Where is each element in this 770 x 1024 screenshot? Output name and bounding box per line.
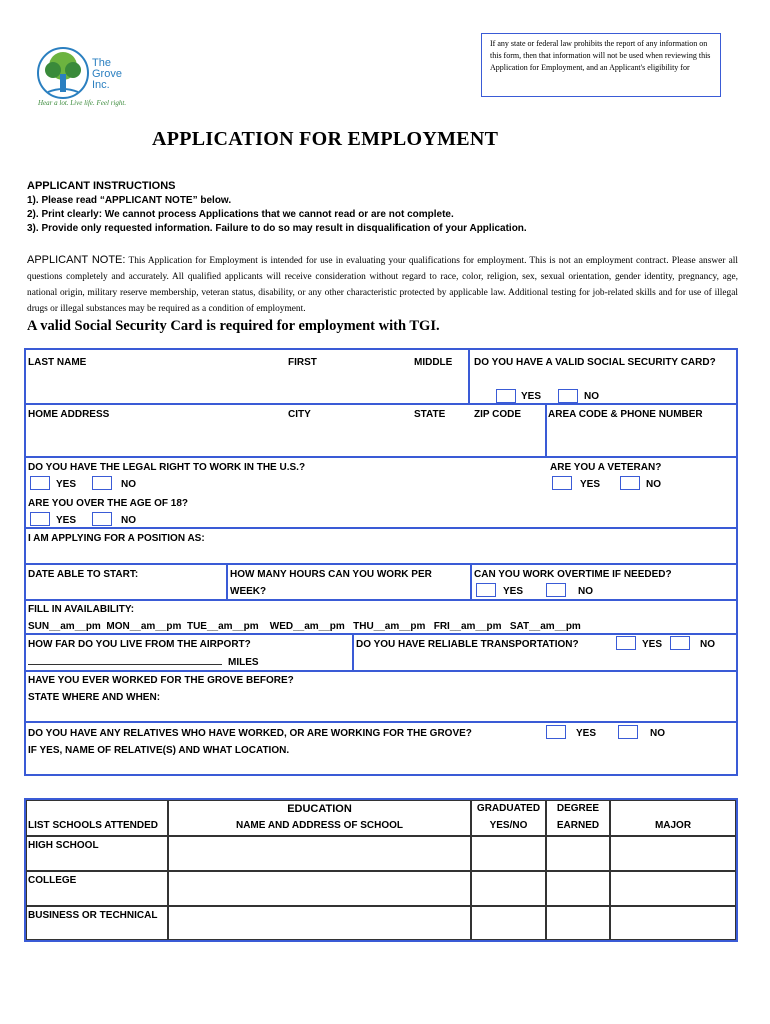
- applicant-note-text: This Application for Employment is intended for use in evaluating your qualifications for employment. This is not an employment contract. Please answer all questions completely and accurately. All qualified applicants will receive consideration without regard to race, color, religion, sex, sexual orientation, gender identity, pregnancy, age, national origin, military reserve membership, veteran status, disability, or any other characteristic protected by applicable law. Additional testing for job-related skills and for use of illegal drugs or illegal substances may be required as a condition of employment.: [27, 256, 738, 314]
- instruction-1: 1). Please read “APPLICANT NOTE” below.: [27, 195, 232, 206]
- distance-question: HOW FAR DO YOU LIVE FROM THE AIRPORT?: [28, 639, 251, 650]
- high-school-major-cell[interactable]: [610, 836, 736, 871]
- relatives-question: DO YOU HAVE ANY RELATIVES WHO HAVE WORKED, OR ARE WORKING FOR THE GROVE?: [28, 728, 472, 739]
- degree-header-2: EARNED: [556, 820, 600, 831]
- business-label: BUSINESS OR TECHNICAL: [28, 910, 158, 921]
- over18-question: ARE YOU OVER THE AGE OF 18?: [28, 498, 189, 509]
- college-degree-cell[interactable]: [546, 871, 610, 906]
- legal-right-question: DO YOU HAVE THE LEGAL RIGHT TO WORK IN THE U.S.?: [28, 462, 306, 473]
- instruction-3: 3). Provide only requested information. Failure to do so may result in disqualification of your Application.: [27, 223, 527, 234]
- transport-no-checkbox[interactable]: [670, 636, 690, 650]
- legal-notice-box: If any state or federal law prohibits the report of any information on this form, then that information will not be used when reviewing this Application for Employment, and an Applicant's eligibility for: [481, 33, 721, 97]
- overtime-question: CAN YOU WORK OVERTIME IF NEEDED?: [474, 569, 672, 580]
- over18-yes-label: YES: [56, 515, 77, 526]
- high-school-label: HIGH SCHOOL: [28, 840, 99, 851]
- transport-question: DO YOU HAVE RELIABLE TRANSPORTATION?: [356, 639, 579, 650]
- page-title: APPLICATION FOR EMPLOYMENT: [152, 128, 499, 150]
- veteran-yes-checkbox[interactable]: [552, 476, 572, 490]
- logo-name-line3: Inc.: [92, 79, 110, 91]
- hours-label-1: HOW MANY HOURS CAN YOU WORK PER: [230, 569, 432, 580]
- graduated-header-1: GRADUATED: [476, 803, 541, 814]
- overtime-yes-label: YES: [503, 586, 524, 597]
- availability-label: FILL IN AVAILABILITY:: [28, 604, 135, 615]
- ssn-no-checkbox[interactable]: [558, 389, 578, 403]
- veteran-yes-label: YES: [580, 479, 601, 490]
- ssn-yes-checkbox[interactable]: [496, 389, 516, 403]
- relatives-no-checkbox[interactable]: [618, 725, 638, 739]
- education-header: EDUCATION: [287, 803, 352, 815]
- city-label: CITY: [288, 409, 311, 420]
- business-degree-cell[interactable]: [546, 906, 610, 940]
- availability-days: SUN__am__pm MON__am__pm TUE__am__pm WED__am__pm THU__am__pm FRI__am__pm SAT__am__pm: [28, 621, 581, 632]
- logo-name-line1: The: [92, 57, 111, 69]
- high-school-name-cell[interactable]: [168, 836, 471, 871]
- business-name-cell[interactable]: [168, 906, 471, 940]
- ssn-yes-label: YES: [521, 391, 542, 402]
- zip-code-label: ZIP CODE: [474, 409, 522, 420]
- overtime-yes-checkbox[interactable]: [476, 583, 496, 597]
- veteran-no-label: NO: [646, 479, 661, 490]
- transport-yes-checkbox[interactable]: [616, 636, 636, 650]
- worked-before-question: HAVE YOU EVER WORKED FOR THE GROVE BEFORE?: [28, 675, 294, 686]
- legal-no-label: NO: [121, 479, 136, 490]
- position-label: I AM APPLYING FOR A POSITION AS:: [28, 533, 205, 544]
- relatives-no-label: NO: [650, 728, 665, 739]
- hours-label-2: WEEK?: [230, 586, 267, 597]
- veteran-question: ARE YOU A VETERAN?: [550, 462, 662, 473]
- overtime-no-checkbox[interactable]: [546, 583, 566, 597]
- major-header: MAJOR: [654, 820, 692, 831]
- middle-name-label: MIDDLE: [414, 357, 453, 368]
- over18-no-label: NO: [121, 515, 136, 526]
- name-address-header: NAME AND ADDRESS OF SCHOOL: [235, 820, 404, 831]
- ssn-no-label: NO: [584, 391, 599, 402]
- college-graduated-cell[interactable]: [471, 871, 546, 906]
- state-label: STATE: [414, 409, 446, 420]
- college-label: COLLEGE: [28, 875, 77, 886]
- legal-yes-label: YES: [56, 479, 77, 490]
- business-graduated-cell[interactable]: [471, 906, 546, 940]
- instruction-2: 2). Print clearly: We cannot process Applications that we cannot read or are not complete.: [27, 209, 454, 220]
- miles-label: MILES: [228, 657, 259, 668]
- over18-no-checkbox[interactable]: [92, 512, 112, 526]
- date-start-label: DATE ABLE TO START:: [28, 569, 139, 580]
- overtime-no-label: NO: [578, 586, 593, 597]
- ssn-requirement: A valid Social Security Card is required for employment with TGI.: [27, 318, 440, 334]
- degree-header-1: DEGREE: [556, 803, 600, 814]
- list-schools-header: LIST SCHOOLS ATTENDED: [28, 820, 158, 831]
- home-address-label: HOME ADDRESS: [28, 409, 110, 420]
- relatives-yes-checkbox[interactable]: [546, 725, 566, 739]
- high-school-graduated-cell[interactable]: [471, 836, 546, 871]
- college-name-cell[interactable]: [168, 871, 471, 906]
- legal-yes-checkbox[interactable]: [30, 476, 50, 490]
- logo-tagline: Hear a lot. Live life. Feel right.: [38, 99, 127, 107]
- business-major-cell[interactable]: [610, 906, 736, 940]
- distance-line[interactable]: [28, 664, 222, 665]
- relatives-name-label: IF YES, NAME OF RELATIVE(S) AND WHAT LOCATION.: [28, 745, 290, 756]
- transport-yes-label: YES: [642, 639, 663, 650]
- over18-yes-checkbox[interactable]: [30, 512, 50, 526]
- where-when-label: STATE WHERE AND WHEN:: [28, 692, 161, 703]
- ssn-question: DO YOU HAVE A VALID SOCIAL SECURITY CARD?: [474, 357, 716, 368]
- veteran-no-checkbox[interactable]: [620, 476, 640, 490]
- phone-label: AREA CODE & PHONE NUMBER: [548, 409, 703, 420]
- transport-no-label: NO: [700, 639, 715, 650]
- first-name-label: FIRST: [288, 357, 317, 368]
- tree-icon: [36, 46, 90, 100]
- instructions-heading: APPLICANT INSTRUCTIONS: [27, 180, 176, 192]
- graduated-header-2: YES/NO: [489, 820, 528, 831]
- last-name-label: LAST NAME: [28, 357, 87, 368]
- company-logo: [36, 46, 132, 110]
- relatives-yes-label: YES: [576, 728, 597, 739]
- applicant-note-label: APPLICANT NOTE:: [27, 254, 126, 266]
- college-major-cell[interactable]: [610, 871, 736, 906]
- legal-no-checkbox[interactable]: [92, 476, 112, 490]
- applicant-note: [27, 252, 738, 317]
- high-school-degree-cell[interactable]: [546, 836, 610, 871]
- logo-name-line2: Grove: [92, 68, 122, 80]
